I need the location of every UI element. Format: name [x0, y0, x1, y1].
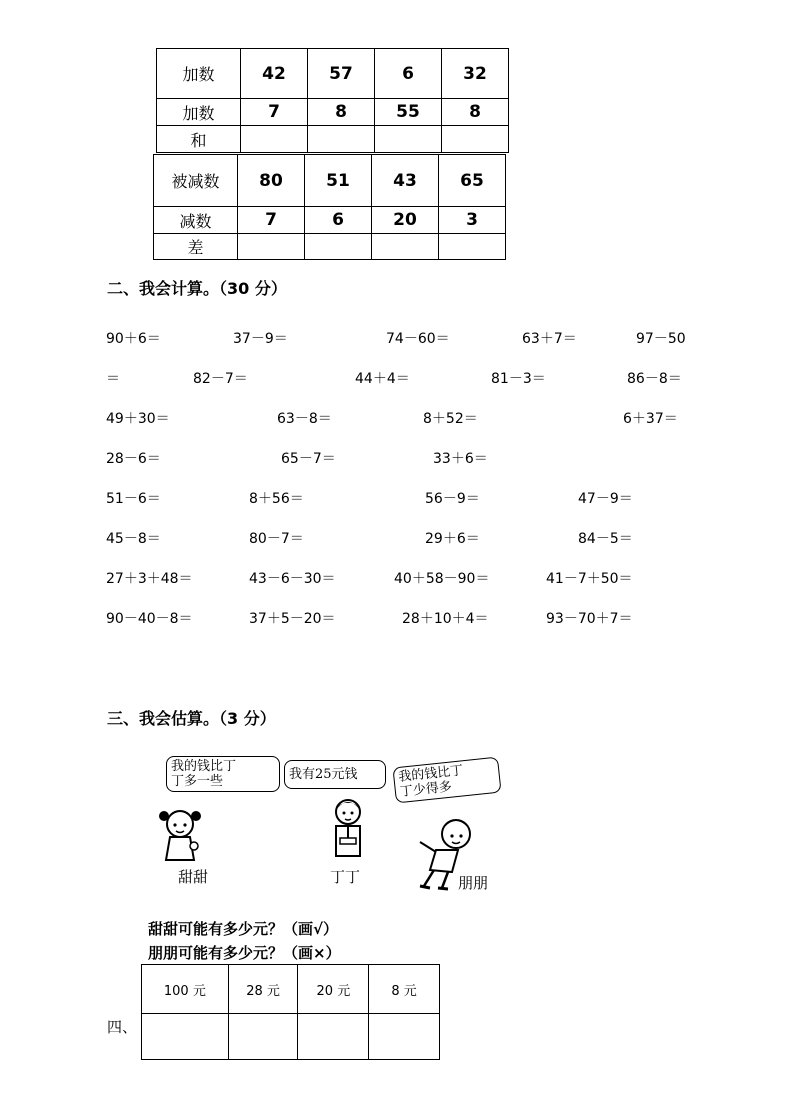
addend-cell: 8 [442, 99, 509, 126]
equation: 81－3＝ [491, 371, 546, 387]
difference-answer-cell[interactable] [439, 234, 506, 260]
equation: 37－9＝ [233, 331, 288, 347]
equation: 40＋58－90＝ [394, 571, 490, 587]
subtrahend-cell: 3 [439, 207, 506, 234]
subtraction-table [153, 154, 506, 260]
equation: 82－7＝ [193, 371, 248, 387]
equation: 65－7＝ [281, 451, 336, 467]
money-answer-cell[interactable] [142, 1014, 229, 1060]
question-pengpeng: 朋朋可能有多少元？（画×） [148, 944, 341, 962]
minuend-label: 被减数 [154, 155, 238, 207]
equation: 97－50 [636, 331, 686, 347]
section-4-heading: 四、 [107, 1018, 138, 1036]
equation: 8＋52＝ [423, 411, 478, 427]
name-label-pengpeng: 朋朋 [458, 874, 489, 892]
minuend-cell: 65 [439, 155, 506, 207]
addend-cell: 32 [442, 49, 509, 99]
addend-cell: 57 [308, 49, 375, 99]
equation: 51－6＝ [106, 491, 161, 507]
minuend-cell: 43 [372, 155, 439, 207]
minuend-cell: 51 [305, 155, 372, 207]
sum-answer-cell[interactable] [241, 126, 308, 153]
equation: 80－7＝ [249, 531, 304, 547]
equation: 43－6－30＝ [249, 571, 336, 587]
speech-bubble-pengpeng [392, 757, 501, 804]
addend-label: 加数 [157, 99, 241, 126]
equation: 8＋56＝ [249, 491, 304, 507]
money-option-header: 28 元 [228, 965, 298, 1014]
section-2-heading: 二、我会计算。（30 分） [107, 279, 287, 298]
boy-figure-icon [326, 794, 370, 866]
equation: 49＋30＝ [106, 411, 170, 427]
subtrahend-cell: 20 [372, 207, 439, 234]
bubble-text: 我的钱比丁 [171, 759, 237, 774]
girl-figure-icon [150, 800, 210, 864]
equation: 44＋4＝ [355, 371, 410, 387]
difference-answer-cell[interactable] [372, 234, 439, 260]
equation: 37＋5－20＝ [249, 611, 336, 627]
sum-answer-cell[interactable] [308, 126, 375, 153]
equation: 28＋10＋4＝ [402, 611, 489, 627]
addend-label: 加数 [157, 49, 241, 99]
money-option-header: 8 元 [369, 965, 440, 1014]
subtrahend-label: 减数 [154, 207, 238, 234]
bubble-text: 我有25元钱 [289, 767, 358, 782]
speech-bubble-tiantian [166, 756, 280, 792]
addend-cell: 8 [308, 99, 375, 126]
equation: 6＋37＝ [623, 411, 678, 427]
subtrahend-cell: 6 [305, 207, 372, 234]
addend-cell: 6 [375, 49, 442, 99]
money-answer-cell[interactable] [298, 1014, 369, 1060]
sum-label: 和 [157, 126, 241, 153]
money-answer-cell[interactable] [369, 1014, 440, 1060]
equation: 93－70＋7＝ [546, 611, 633, 627]
sum-answer-cell[interactable] [442, 126, 509, 153]
equation: ＝ [106, 371, 120, 387]
money-option-header: 100 元 [142, 965, 229, 1014]
bubble-text: 丁多一些 [171, 774, 224, 789]
equation: 41－7＋50＝ [546, 571, 633, 587]
equation: 45－8＝ [106, 531, 161, 547]
addition-table [156, 48, 509, 153]
equation: 63－8＝ [277, 411, 332, 427]
equation: 28－6＝ [106, 451, 161, 467]
equation: 84－5＝ [578, 531, 633, 547]
equation: 27＋3＋48＝ [106, 571, 193, 587]
equation: 29＋6＝ [425, 531, 480, 547]
difference-label: 差 [154, 234, 238, 260]
money-answer-cell[interactable] [228, 1014, 298, 1060]
equation: 86－8＝ [627, 371, 682, 387]
equation: 63＋7＝ [522, 331, 577, 347]
addend-cell: 42 [241, 49, 308, 99]
money-option-header: 20 元 [298, 965, 369, 1014]
addend-cell: 7 [241, 99, 308, 126]
bubble-text: 丁少得多 [399, 779, 453, 800]
minuend-cell: 80 [238, 155, 305, 207]
equation: 47－9＝ [578, 491, 633, 507]
equation: 90＋6＝ [106, 331, 161, 347]
difference-answer-cell[interactable] [238, 234, 305, 260]
section-3-heading: 三、我会估算。（3 分） [107, 709, 276, 728]
name-label-tiantian: 甜甜 [178, 868, 209, 886]
difference-answer-cell[interactable] [305, 234, 372, 260]
question-tiantian: 甜甜可能有多少元？（画√） [148, 920, 339, 938]
name-label-dingding: 丁丁 [330, 868, 361, 886]
subtrahend-cell: 7 [238, 207, 305, 234]
bubble-text: 我的钱比丁 [397, 763, 464, 786]
equation: 56－9＝ [425, 491, 480, 507]
money-options-table [141, 964, 440, 1060]
equation: 33＋6＝ [433, 451, 488, 467]
equation: 90－40－8＝ [106, 611, 193, 627]
equation: 74－60＝ [386, 331, 450, 347]
speech-bubble-dingding [284, 760, 386, 789]
sum-answer-cell[interactable] [375, 126, 442, 153]
addend-cell: 55 [375, 99, 442, 126]
